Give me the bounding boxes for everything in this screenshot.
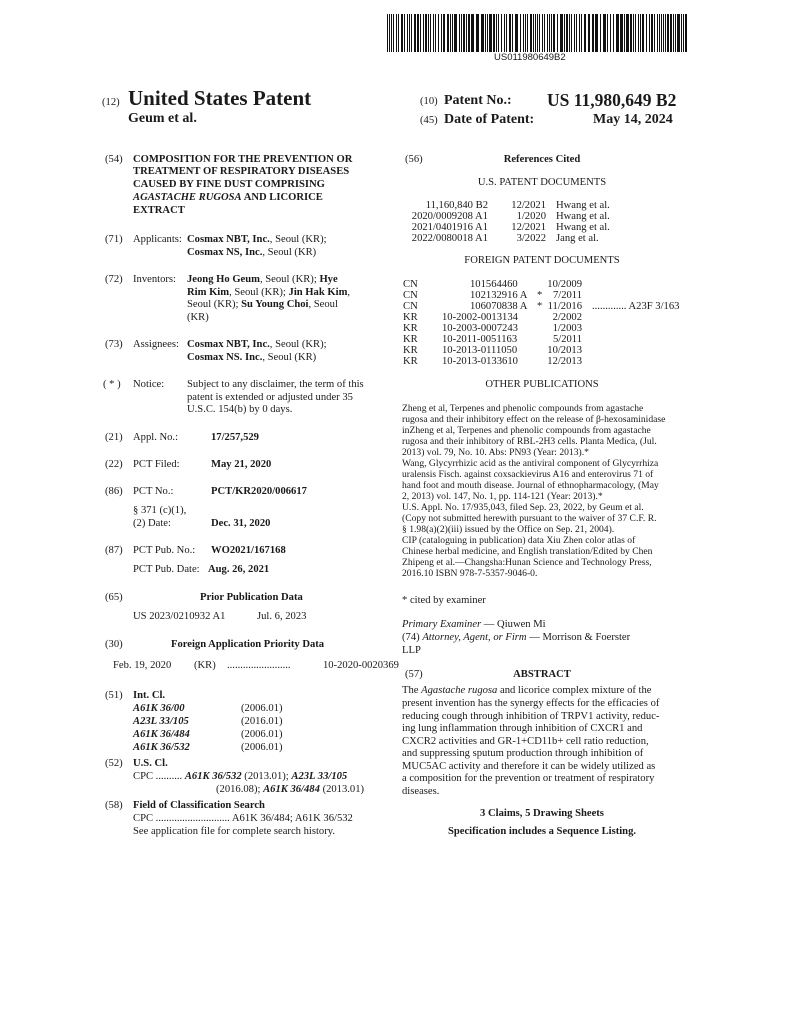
us-cl-c1: A61K 36/532	[184, 771, 242, 782]
applicant-1-name: Cosmax NBT, Inc.	[187, 234, 270, 245]
us-cl-heading: U.S. Cl.	[133, 758, 168, 769]
pub-3-line: § 1.98(a)(2)(iii) issued by the Office on Sep. 21, 2004).	[402, 524, 615, 535]
foreign-doc-date: 2/2002	[552, 312, 582, 323]
appl-no: 17/257,529	[211, 432, 259, 443]
foreign-doc-date: 5/2011	[552, 334, 582, 345]
int-cl-heading: Int. Cl.	[133, 690, 166, 701]
priority-date: Feb. 19, 2020	[113, 660, 172, 671]
int-cl-date: (2006.01)	[241, 729, 283, 740]
attorney-code: (74)	[402, 632, 420, 643]
notice-line-2: patent is extended or adjusted under 35	[187, 392, 353, 403]
field-search-cpc: CPC ............................ A61K 36/484; A61K 36/532	[133, 813, 353, 824]
code-87: (87)	[105, 545, 123, 556]
sequence-listing-note: Specification includes a Sequence Listing.	[447, 826, 637, 837]
priority-dots: ........................	[227, 660, 291, 671]
us-doc-inventor: Jang et al.	[556, 233, 599, 244]
claims-count: 3 Claims, 5 Drawing Sheets	[480, 808, 604, 819]
foreign-doc-star: *	[537, 301, 543, 312]
patent-no-label: Patent No.:	[444, 93, 512, 108]
inventor-3: Jin Hak Kim	[288, 287, 348, 298]
us-cl-c3: A61K 36/484	[263, 784, 320, 795]
assignee-2	[187, 352, 316, 364]
inventors-line-4: (KR)	[187, 312, 209, 323]
pub-1-line: 2013) vol. 79, No. 10. Abs: PN93 (Year: 2013).*	[402, 447, 589, 458]
pub-2-line: 2, 2013) vol. 147, No. 1, pp. 114-121 (Year: 2013).*	[402, 491, 603, 502]
foreign-doc-number: 10-2003-0007243	[442, 323, 518, 334]
pct-pub-no-label: PCT Pub. No.:	[133, 545, 196, 556]
title-line-4	[133, 192, 323, 204]
abstract-line: MUC5AC activity and therefore it can be widely utilized as	[402, 761, 656, 772]
notice-line-1: Subject to any disclaimer, the term of this	[187, 379, 364, 390]
abstract-line: a composition for the prevention or treatment of respiratory	[402, 773, 655, 784]
pct-pub-date: Aug. 26, 2021	[208, 564, 270, 575]
date-of-patent-label: Date of Patent:	[444, 112, 535, 127]
pub-1-line: rugosa and their inhibitory of RBL-2H3 cells. Planta Medica, (Jul.	[402, 436, 657, 447]
pub-4-line: Chinese herbal medicine, and English translation/Edited by Chen	[402, 546, 653, 557]
code-71: (71)	[105, 234, 123, 245]
us-doc-inventor: Hwang et al.	[556, 211, 610, 222]
applicant-2	[187, 247, 316, 259]
inventors-label: Inventors:	[133, 274, 176, 285]
pct-no-label: PCT No.:	[133, 486, 174, 497]
notice-label: Notice:	[133, 379, 165, 390]
patent-title: United States Patent	[128, 86, 312, 110]
foreign-doc-class: ............. A23F 3/163	[592, 301, 680, 312]
priority-country: (KR)	[194, 660, 216, 671]
title-line-2: TREATMENT OF RESPIRATORY DISEASES	[133, 166, 350, 177]
pub-1-line: inZheng et al, Terpenes and phenolic compounds from agastache	[402, 425, 651, 436]
patent-no: US 11,980,649 B2	[547, 90, 677, 110]
us-doc-number: 11,160,840 B2	[425, 200, 488, 211]
prior-pub-heading: Prior Publication Data	[200, 592, 303, 603]
us-doc-number: 2021/0401916 A1	[411, 222, 488, 233]
s371-label: § 371 (c)(1),	[133, 505, 187, 516]
us-cl-c1-date: (2013.01);	[244, 771, 289, 782]
title-line-5: EXTRACT	[133, 205, 185, 216]
foreign-doc-country: CN	[403, 290, 418, 301]
code-65: (65)	[105, 592, 123, 603]
abstract-line: present invention has the synergy effects for the efficacies of	[402, 698, 660, 709]
foreign-doc-date: 12/2013	[547, 356, 582, 367]
pub-2-line: Wang, Glycyrrhizic acid as the antiviral component of Glycyrrhiza	[402, 458, 659, 469]
title-italic: AGASTACHE RUGOSA	[133, 192, 242, 203]
inventor-3-loc: Seoul (KR);	[187, 299, 239, 310]
assignee-2-loc: , Seoul (KR)	[262, 352, 317, 363]
int-cl-code: A61K 36/00	[133, 703, 185, 714]
header-code-12: (12)	[102, 97, 120, 108]
inventor-1: Jeong Ho Geum	[187, 274, 260, 285]
abstract-line	[402, 685, 652, 697]
code-73: (73)	[105, 339, 123, 350]
code-30: (30)	[105, 639, 123, 650]
other-pubs-heading: OTHER PUBLICATIONS	[485, 379, 599, 390]
pct-no: PCT/KR2020/006617	[211, 486, 307, 497]
pub-2-line: uralensis Fisch. against coxsackievirus A16 and enterovirus 71 of	[402, 469, 654, 480]
inventor-1-loc: , Seoul (KR);	[259, 274, 317, 285]
pct-filed-label: PCT Filed:	[133, 459, 180, 470]
us-docs-heading: U.S. PATENT DOCUMENTS	[477, 177, 607, 188]
int-cl-date: (2016.01)	[241, 716, 283, 727]
prior-pub-date: Jul. 6, 2023	[257, 611, 307, 622]
int-cl-date: (2006.01)	[241, 703, 283, 714]
foreign-doc-country: KR	[403, 323, 418, 334]
abstract-line: CXCR2 activities and GR-1+CD11b+ cell ratio reduction,	[402, 736, 649, 747]
code-21: (21)	[105, 432, 123, 443]
int-cl-code: A61K 36/532	[133, 742, 190, 753]
title-line-1: COMPOSITION FOR THE PREVENTION OR	[133, 154, 353, 165]
pct-filed: May 21, 2020	[211, 459, 272, 470]
examiner-name: — Qiuwen Mi	[481, 619, 546, 630]
code-51: (51)	[105, 690, 123, 701]
examiner-label: Primary Examiner	[402, 619, 482, 630]
abstract-the: The	[402, 685, 422, 696]
foreign-doc-number: 106070838 A	[470, 301, 528, 312]
us-doc-date: 12/2021	[511, 222, 546, 233]
appl-no-label: Appl. No.:	[133, 432, 179, 443]
applicant-1-loc: , Seoul (KR);	[269, 234, 327, 245]
code-86: (86)	[105, 486, 123, 497]
inventor-4-loc: , Seoul	[308, 299, 338, 310]
s371-date-label: (2) Date:	[133, 518, 171, 529]
inventors-line-3	[187, 299, 338, 311]
foreign-doc-date: 10/2013	[547, 345, 582, 356]
patent-authors: Geum et al.	[128, 111, 197, 126]
pub-2-line: hand foot and mouth disease. Journal of ethnopharmacology, (May	[402, 480, 659, 491]
date-of-patent: May 14, 2024	[593, 112, 673, 127]
us-cl-line-1	[133, 771, 347, 783]
assignee-2-name: Cosmax NS. Inc.	[187, 352, 263, 363]
us-cl-c2-date: (2016.08);	[216, 784, 261, 795]
applicant-2-name: Cosmax NS, Inc.	[187, 247, 263, 258]
us-doc-number: 2022/0080018 A1	[411, 233, 488, 244]
assignee-1-name: Cosmax NBT, Inc.	[187, 339, 270, 350]
abstract-heading: ABSTRACT	[513, 669, 571, 680]
inventor-2-last: Rim Kim	[187, 287, 230, 298]
inventor-3-comma: ,	[347, 287, 351, 298]
header-code-45: (45)	[420, 115, 438, 126]
us-cl-c2: A23L 33/105	[291, 771, 348, 782]
pct-pub-no: WO2021/167168	[211, 545, 286, 556]
pub-1-line: Zheng et al, Terpenes and phenolic compounds from agastache	[402, 403, 644, 414]
field-search-heading: Field of Classification Search	[133, 800, 265, 811]
applicant-2-loc: , Seoul (KR)	[262, 247, 317, 258]
code-54: (54)	[105, 154, 123, 165]
foreign-doc-number: 101564460	[470, 279, 518, 290]
foreign-doc-country: KR	[403, 356, 418, 367]
references-heading: References Cited	[503, 154, 581, 165]
us-doc-inventor: Hwang et al.	[556, 222, 610, 233]
foreign-doc-number: 102132916 A	[470, 290, 528, 301]
assignee-1	[187, 339, 327, 351]
int-cl-code: A61K 36/484	[133, 729, 190, 740]
foreign-doc-country: KR	[403, 334, 418, 345]
int-cl-date: (2006.01)	[241, 742, 283, 753]
us-doc-date: 12/2021	[511, 200, 546, 211]
code-52: (52)	[105, 758, 123, 769]
code-56: (56)	[405, 154, 423, 165]
barcode-number: US011980649B2	[494, 52, 566, 63]
foreign-doc-date: 1/2003	[552, 323, 582, 334]
foreign-doc-date: 11/2016	[547, 301, 582, 312]
foreign-doc-date: 10/2009	[547, 279, 582, 290]
code-72: (72)	[105, 274, 123, 285]
code-58: (58)	[105, 800, 123, 811]
int-cl-code: A23L 33/105	[133, 716, 189, 727]
applicants-label: Applicants:	[133, 234, 182, 245]
foreign-doc-number: 10-2011-0051163	[442, 334, 518, 345]
priority-number: 10-2020-0020369	[323, 660, 399, 671]
foreign-doc-number: 10-2013-0111050	[442, 345, 518, 356]
attorney	[402, 632, 630, 644]
notice-line-3: U.S.C. 154(b) by 0 days.	[187, 404, 293, 415]
title-line-3: CAUSED BY FINE DUST COMPRISING	[133, 179, 325, 190]
title-line-4-rest: AND LICORICE	[241, 192, 323, 203]
prior-pub-number: US 2023/0210932 A1	[133, 611, 226, 622]
pub-4-line: CIP (cataloguing in publication) data Xiu Zhen color atlas of	[402, 535, 636, 546]
inventor-2-loc: , Seoul (KR);	[229, 287, 286, 298]
pub-4-line: 2016.10 ISBN 978-7-5357-9046-0.	[402, 568, 538, 579]
us-doc-number: 2020/0009208 A1	[411, 211, 488, 222]
abstract-line: diseases.	[402, 786, 440, 797]
pub-1-line: rugosa and their inhibitory effect on the release of β-hexosaminidase	[402, 414, 666, 425]
header-code-10: (10)	[420, 96, 438, 107]
abstract-line: reducing cough through inhibition of TRPV1 activity, reduc-	[402, 711, 660, 722]
abstract-line: ing lung inflammation through inhibition of CXCR1 and	[402, 723, 643, 734]
abstract-species: Agastache rugosa	[421, 685, 498, 696]
inventors-line-2	[187, 287, 350, 299]
us-doc-inventor: Hwang et al.	[556, 200, 610, 211]
foreign-doc-date: 7/2011	[552, 290, 582, 301]
s371-date: Dec. 31, 2020	[211, 518, 271, 529]
primary-examiner	[402, 619, 546, 631]
foreign-docs-heading: FOREIGN PATENT DOCUMENTS	[464, 255, 620, 266]
foreign-doc-star: *	[537, 290, 543, 301]
foreign-doc-number: 10-2013-0133610	[442, 356, 518, 367]
pct-pub-date-label: PCT Pub. Date:	[133, 564, 200, 575]
attorney-line-2: LLP	[402, 645, 421, 656]
assignee-1-loc: , Seoul (KR);	[269, 339, 327, 350]
pub-4-line: Zhipeng et al.—Changsha:Hunan Science and Technology Press,	[402, 557, 652, 568]
foreign-doc-country: KR	[403, 345, 418, 356]
abstract-l1-rest: and licorice complex mixture of the	[497, 685, 652, 696]
foreign-doc-country: KR	[403, 312, 418, 323]
inventor-2-first: Hye	[319, 274, 338, 285]
us-cl-cpc: CPC ..........	[133, 771, 183, 782]
attorney-label: Attorney, Agent, or Firm	[422, 632, 527, 643]
cited-by-examiner: * cited by examiner	[402, 595, 486, 606]
us-cl-line-2	[216, 784, 364, 796]
code-22: (22)	[105, 459, 123, 470]
code-57: (57)	[405, 669, 423, 680]
field-search-note: See application file for complete search history.	[133, 826, 335, 837]
foreign-doc-country: CN	[403, 301, 418, 312]
abstract-line: and suppressing sputum production through inhibition of	[402, 748, 644, 759]
applicant-1	[187, 234, 327, 246]
inventors-line-1	[187, 274, 338, 286]
us-doc-date: 3/2022	[516, 233, 546, 244]
foreign-doc-number: 10-2002-0013134	[442, 312, 518, 323]
code-notice: ( * )	[103, 379, 121, 390]
foreign-priority-heading: Foreign Application Priority Data	[171, 639, 325, 650]
attorney-name: — Morrison & Foerster	[526, 632, 631, 643]
barcode	[387, 14, 687, 52]
pub-3-line: (Copy not submitted herewith pursuant to the waiver of 37 C.F. R.	[402, 513, 657, 524]
us-doc-date: 1/2020	[516, 211, 546, 222]
foreign-doc-country: CN	[403, 279, 418, 290]
inventor-4: Su Young Choi	[241, 299, 309, 310]
assignees-label: Assignees:	[133, 339, 179, 350]
pub-3-line: U.S. Appl. No. 17/935,043, filed Sep. 23, 2022, by Geum et al.	[402, 502, 644, 513]
us-cl-c3-date: (2013.01)	[322, 784, 365, 795]
